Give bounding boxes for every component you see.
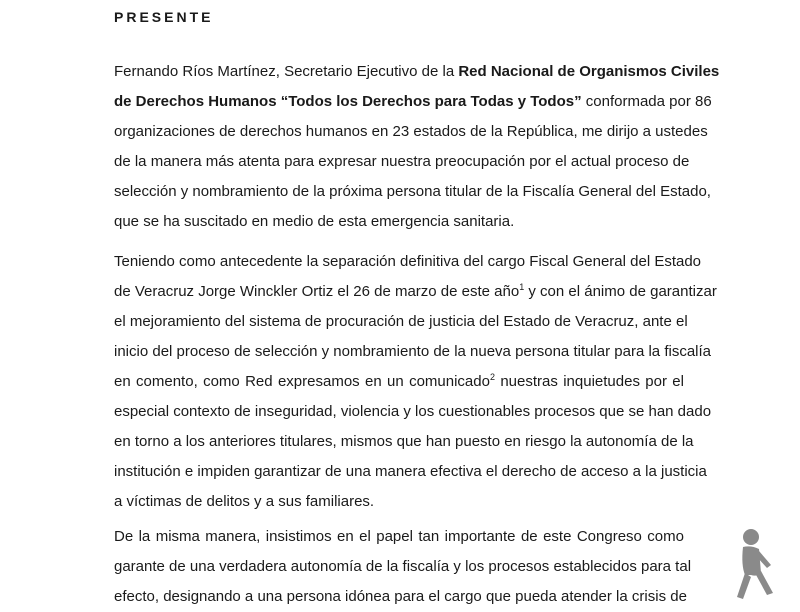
walking-person-icon <box>727 525 787 600</box>
text-line: en torno a los anteriores titulares, mismos que han puesto en riesgo la autonomía de la <box>114 433 694 450</box>
text-line: institución e impiden garantizar de una manera efectiva el derecho de acceso a la justicia <box>114 463 707 480</box>
footnote-ref: 2 <box>489 372 495 382</box>
text-line: de Veracruz Jorge Winckler Ortiz el 26 de marzo de este año$^1$ y con el ánimo de garantizar <box>114 282 717 300</box>
text-line: en comento, como Red expresamos en un comunicado$^2$ nuestras inquietudes por el <box>114 372 684 390</box>
text-line: Fernando Ríos Martínez, Secretario Ejecutivo de la Red Nacional de Organismos Civiles <box>114 63 720 80</box>
text-line: el mejoramiento del sistema de procuración de justicia del Estado de Veracruz, ante el <box>114 313 688 330</box>
text-line: inicio del proceso de selección y nombramiento de la nueva persona titular para la fiscalía <box>114 343 712 360</box>
text-line: de Derechos Humanos “Todos los Derechos para Todas y Todos” conformada por 86 <box>114 93 712 110</box>
document-heading: PRESENTE <box>114 9 214 25</box>
paragraph-congress <box>114 522 692 612</box>
text-line: selección y nombramiento de la próxima persona titular de la Fiscalía General del Estado, <box>114 183 711 200</box>
text-line: organizaciones de derechos humanos en 23 estados de la República, me dirijo a ustedes <box>114 123 708 140</box>
text-line: de la manera más atenta para expresar nuestra preocupación por el actual proceso de <box>114 153 690 170</box>
text-line: a víctimas de delitos y a sus familiares. <box>114 493 375 510</box>
paragraph-intro <box>114 57 720 237</box>
footnote-ref: 1 <box>519 282 525 292</box>
paragraph-background <box>114 247 717 517</box>
text-line: Teniendo como antecedente la separación definitiva del cargo Fiscal General del Estado <box>114 253 702 270</box>
text-line: especial contexto de inseguridad, violencia y los cuestionables procesos que se han dado <box>114 403 712 420</box>
text-line: De la misma manera, insistimos en el papel tan importante de este Congreso como <box>114 528 684 545</box>
text-line: garante de una verdadera autonomía de la fiscalía y los procesos establecidos para tal <box>114 558 692 575</box>
text-line: efecto, designando a una persona idónea para el cargo que pueda atender la crisis de <box>114 588 687 605</box>
text-line: que se ha suscitado en medio de esta emergencia sanitaria. <box>114 213 515 230</box>
